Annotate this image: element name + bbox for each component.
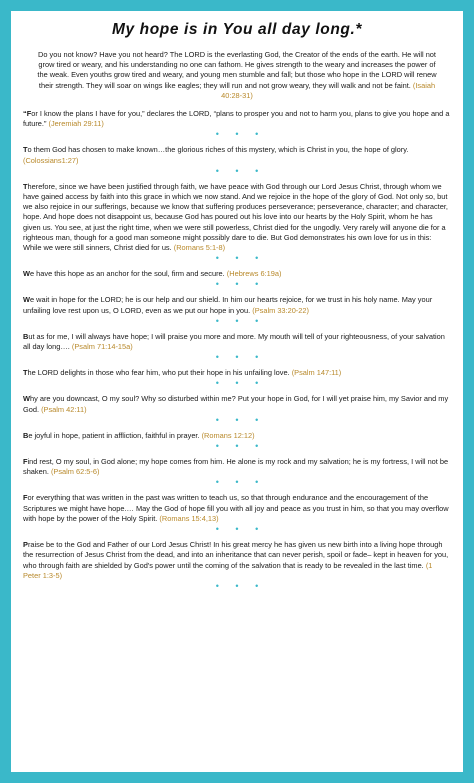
intro-text: Do you not know? Have you not heard? The LORD is the everlasting God, the Creator of the ends of the earth. He will not grow tired or weary, and his understanding no one can fathom. He gives strength to the weary and increases the power of the weak. Even youths grow tired and weary, and young men stumble and fall; but those who hope in the LORD will renew their strength. They will soar on wings like eagles; they will run and not grow weary, they will walk and not be faint. bbox=[37, 50, 437, 90]
separator-dots: • • • bbox=[215, 129, 266, 140]
verse-reference: (Jeremiah 29:11) bbox=[48, 119, 104, 129]
verse-reference: (Psalm 147:11) bbox=[291, 368, 342, 378]
intro-reference: (Isaiah 40:28-31) bbox=[221, 80, 436, 100]
verse-reference: (Psalm 62:5-6) bbox=[50, 467, 100, 477]
verse-reference: (Romans 15:4,13) bbox=[159, 513, 219, 523]
verse-3: Therefore, since we have been justified through faith, we have peace with God through our Lord Jesus Christ, through whom we have gained access by faith into this grace in which we now stand. And we rejoice in the hope of the glory of God. Not only so, but we also rejoice in our sufferings, because we know that suffering produces perseverance; perseverance, character; and character, hope. And hope does not disappoint us, because God has poured out his love into our hearts by the Holy Spirit, whom he has given us. You see, at just the right time, when we were still powerless, Christ died for the ungodly. Very rarely will anyone die for a righteous man, though for a good man someone might possibly dare to die. But God demonstrates his own love for us in this: While we were still sinners, Christ died for us. (Romans 5:1-8) bbox=[23, 181, 448, 253]
verse-4: We have this hope as an anchor for the soul, firm and secure. (Hebrews 6:19a) bbox=[23, 269, 282, 279]
page-title: My hope is in You all day long.* bbox=[111, 21, 362, 38]
separator-dots: • • • bbox=[215, 352, 266, 363]
separator-dots: • • • bbox=[215, 441, 266, 452]
separator-dots: • • • bbox=[215, 477, 266, 488]
separator-dots: • • • bbox=[215, 524, 266, 535]
scripture-card bbox=[11, 11, 463, 772]
separator-dots: • • • bbox=[215, 315, 266, 326]
verse-10: Find rest, O my soul, in God alone; my hope comes from him. He alone is my rock and my salvation; he is my fortress, I will not be shaken. (Psalm 62:5-6) bbox=[23, 457, 449, 477]
intro-passage bbox=[33, 50, 441, 101]
verse-2: To them God has chosen to make known…the glorious riches of this mystery, which is Christ in you, the hope of glory. (Colossians1:27) bbox=[23, 145, 409, 165]
separator-dots: • • • bbox=[215, 253, 266, 264]
separator-dots: • • • bbox=[215, 378, 266, 389]
separator-dots: • • • bbox=[215, 414, 266, 425]
verse-reference: (Psalm 33:20-22) bbox=[252, 305, 309, 315]
verse-1: “For I know the plans I have for you,” declares the LORD, “plans to prosper you and not to harm you, plans to give you hope and a future.” (Jeremiah 29:11) bbox=[23, 109, 450, 129]
verse-6: But as for me, I will always have hope; I will praise you more and more. My mouth will tell of your righteousness, of your salvation all day long…. (Psalm 71:14-15a) bbox=[23, 331, 445, 352]
separator-dots: • • • bbox=[215, 279, 266, 290]
separator-dots: • • • bbox=[215, 580, 266, 591]
verse-reference: (Psalm 71:14-15a) bbox=[71, 342, 133, 352]
verse-8: Why are you downcast, O my soul? Why so disturbed within me? Put your hope in God, for I will yet praise him, my Savior and my God. (Psalm 42:11) bbox=[23, 394, 449, 414]
verse-7: The LORD delights in those who fear him, who put their hope in his unfailing love. (Psalm 147:11) bbox=[23, 368, 342, 378]
verse-9: Be joyful in hope, patient in affliction, faithful in prayer. (Romans 12:12) bbox=[23, 430, 255, 440]
verse-reference: (Romans 5:1-8) bbox=[173, 243, 226, 253]
verse-11: For everything that was written in the past was written to teach us, so that through endurance and the encouragement of the Scriptures we might have hope.… May the God of hope fill you with all joy and peace as you trust in him, so that you may overflow with hope by the power of the Holy Spirit. (Romans 15:4,13) bbox=[23, 493, 449, 523]
verse-reference: (1 Peter 1:3-5) bbox=[23, 560, 433, 580]
separator-dots: • • • bbox=[215, 165, 266, 176]
verse-reference: (Romans 12:12) bbox=[201, 430, 255, 440]
verse-reference: (Colossians1:27) bbox=[23, 155, 79, 165]
verse-5: We wait in hope for the LORD; he is our help and our shield. In him our hearts rejoice, for we trust in his holy name. May your unfailing love rest upon us, O LORD, even as we put our hope in you. (Psalm 33:20-22) bbox=[23, 295, 433, 315]
verse-reference: (Hebrews 6:19a) bbox=[226, 269, 282, 279]
verse-12: Praise be to the God and Father of our Lord Jesus Christ! In his great mercy he has given us new birth into a living hope through the resurrection of Jesus Christ from the dead, and into an inheritance that can never perish, spoil or fade– kept in heaven for you, who through faith are shielded by God's power until the coming of the salvation that is ready to be revealed in the last time. (1 Peter 1:3-5) bbox=[23, 540, 449, 580]
verse-reference: (Psalm 42:11) bbox=[41, 404, 87, 414]
